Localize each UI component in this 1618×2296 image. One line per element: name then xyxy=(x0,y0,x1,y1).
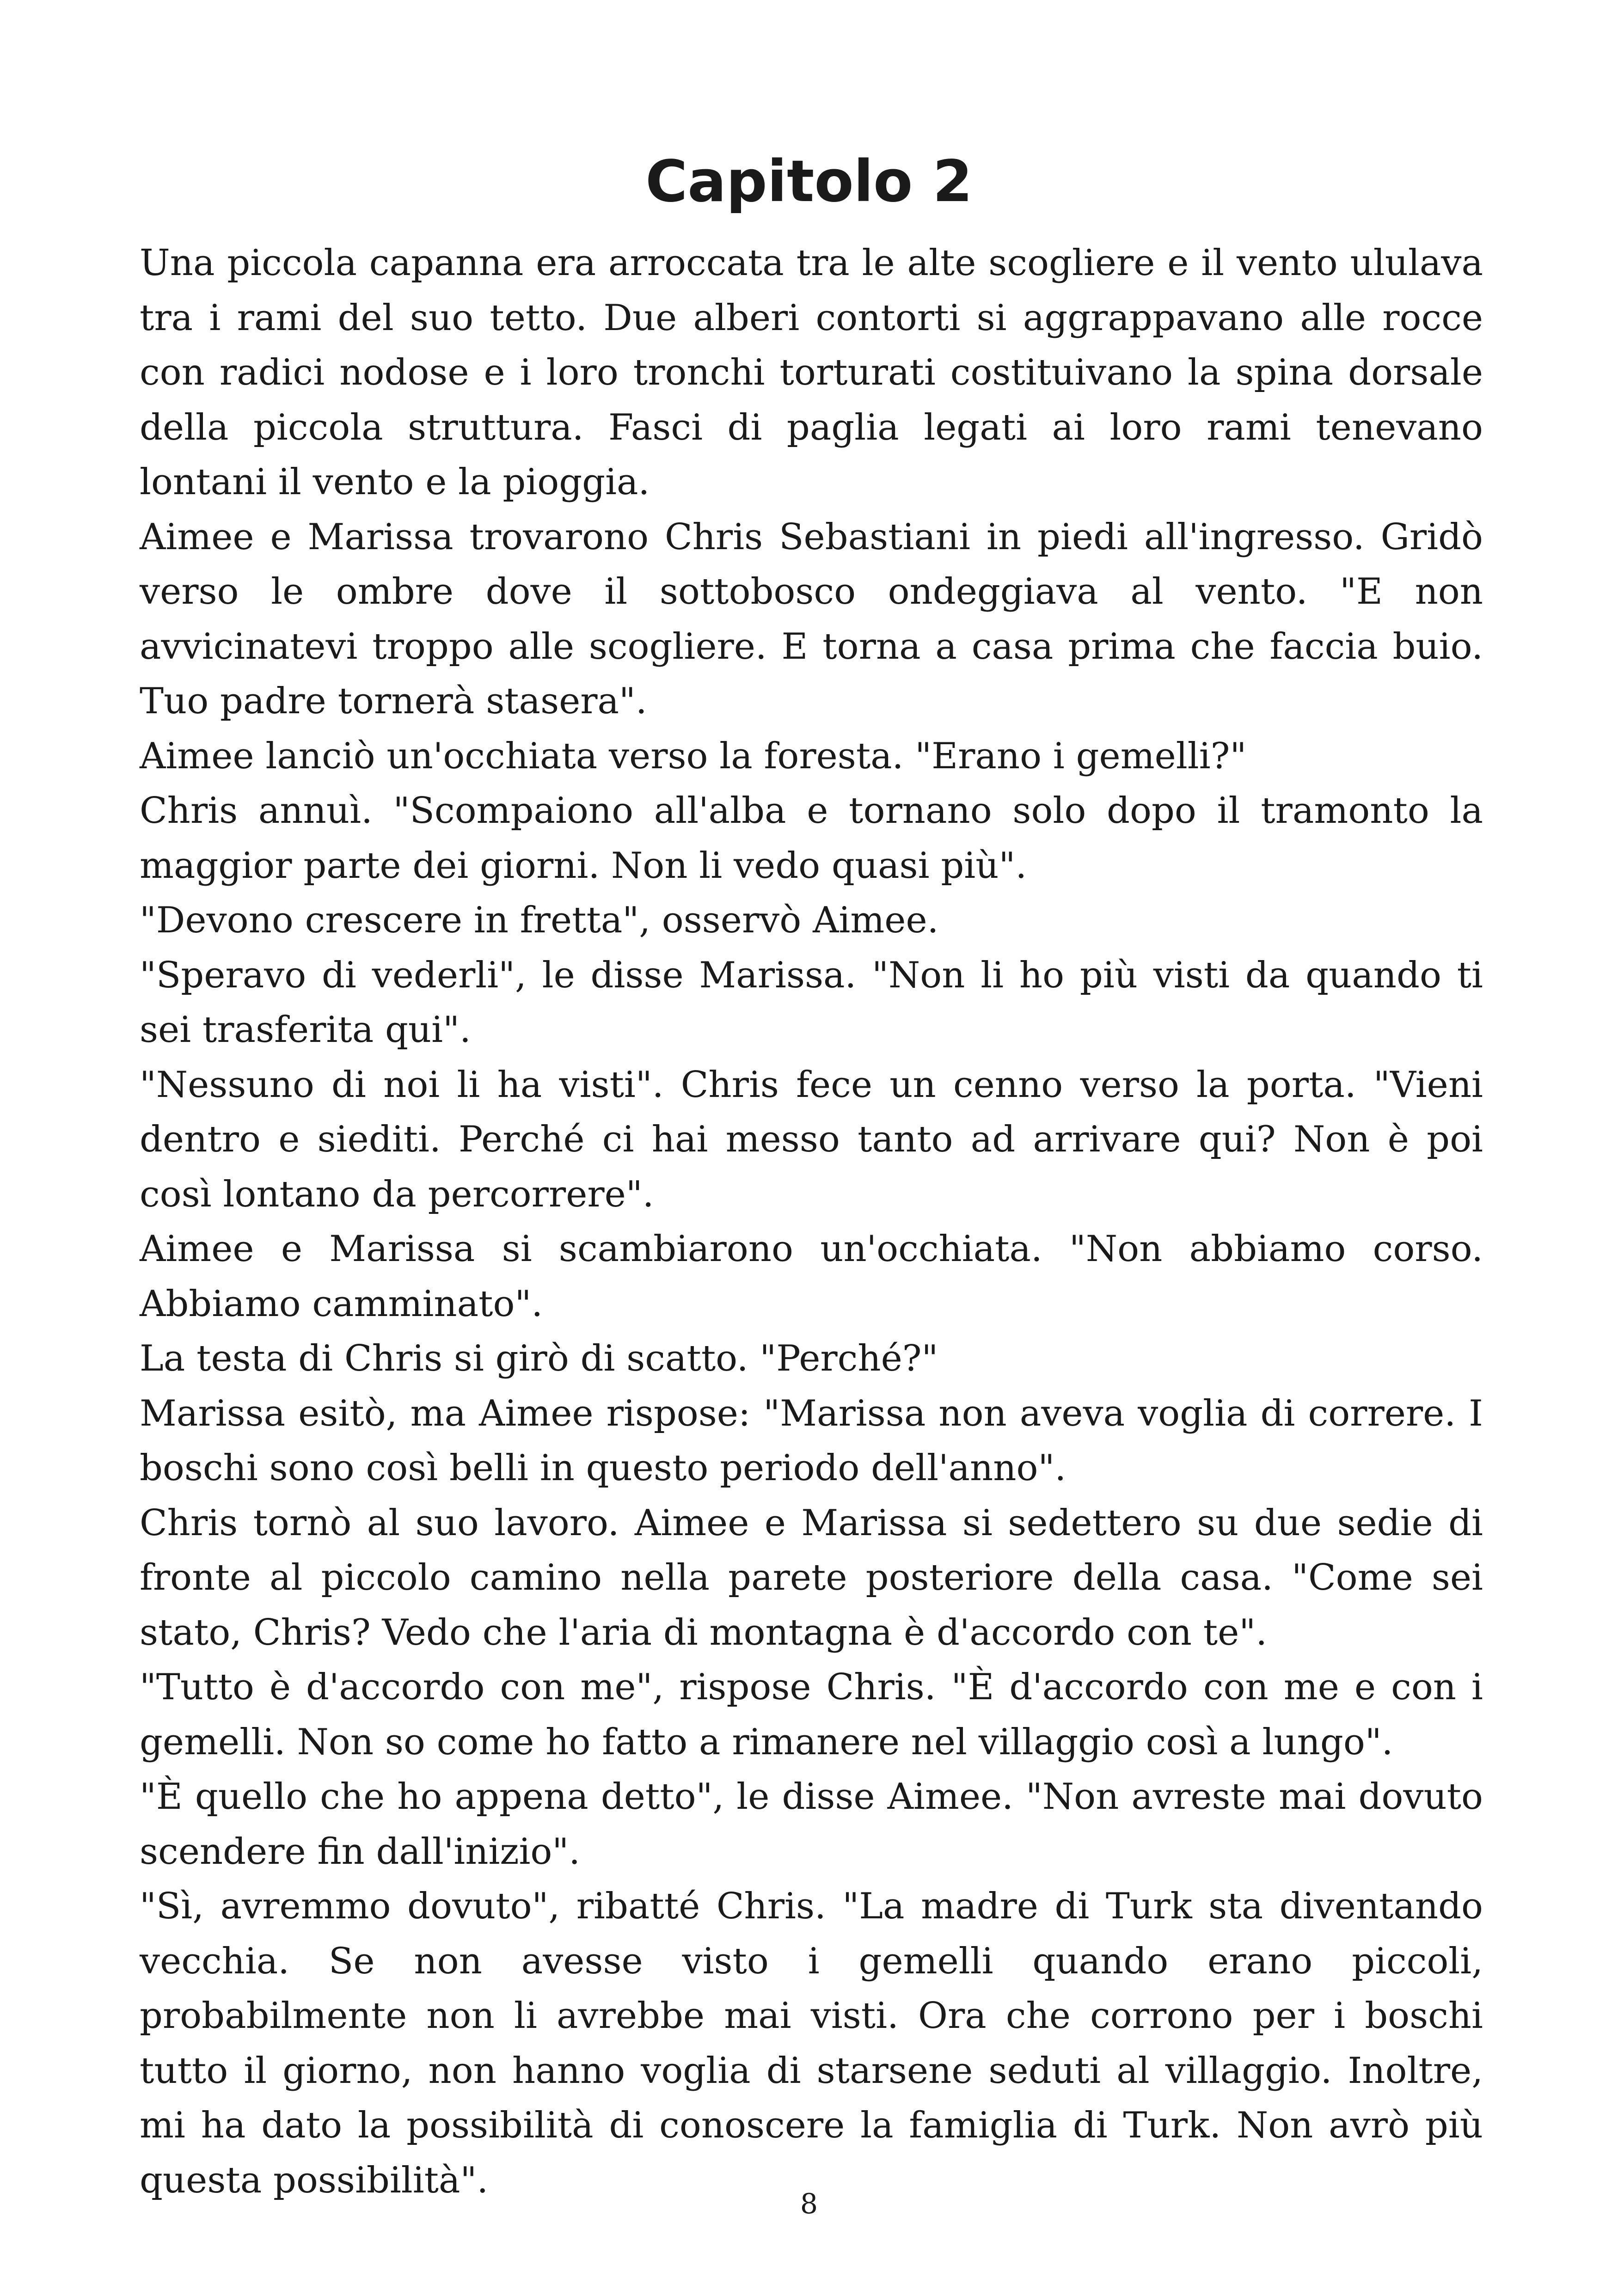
paragraph: "Nessuno di noi li ha visti". Chris fece un cenno verso la porta. "Vieni dentro e siediti. Perché ci hai messo tanto ad arrivare qui? Non è poi così lontano da percorrere". xyxy=(140,1064,1483,1215)
paragraph: Una piccola capanna era arroccata tra le alte scogliere e il vento ululava tra i rami del suo tetto. Due alberi contorti si aggrappavano alle rocce con radici nodose e i loro tronchi torturati costituivano la spina dorsale della piccola struttura. Fasci di paglia legati ai loro rami tenevano lontani il vento e la pioggia. xyxy=(140,242,1483,503)
paragraph: "Speravo di vederli", le disse Marissa. "Non li ho più visti da quando ti sei trasferita qui". xyxy=(140,954,1483,1051)
paragraph: Chris annuì. "Scompaiono all'alba e tornano solo dopo il tramonto la maggior parte dei giorni. Non li vedo quasi più". xyxy=(140,790,1483,887)
paragraph: Aimee e Marissa si scambiarono un'occhiata. "Non abbiamo corso. Abbiamo camminato". xyxy=(140,1228,1483,1325)
page-number: 8 xyxy=(800,2188,818,2220)
paragraph: "Tutto è d'accordo con me", rispose Chris. "È d'accordo con me e con i gemelli. Non so come ho fatto a rimanere nel villaggio così a lungo". xyxy=(140,1666,1483,1763)
paragraph: La testa di Chris si girò di scatto. "Perché?" xyxy=(140,1338,938,1379)
paragraph: Aimee lanciò un'occhiata verso la foresta. "Erano i gemelli?" xyxy=(140,735,1247,777)
paragraph: "È quello che ho appena detto", le disse Aimee. "Non avreste mai dovuto scendere fin dall'inizio". xyxy=(140,1776,1483,1873)
paragraph: Aimee e Marissa trovarono Chris Sebastiani in piedi all'ingresso. Gridò verso le ombre dove il sottobosco ondeggiava al vento. "E non avvicinatevi troppo alle scogliere. E torna a casa prima che faccia buio. Tuo padre tornerà stasera". xyxy=(140,516,1483,722)
paragraph: Marissa esitò, ma Aimee rispose: "Marissa non aveva voglia di correre. I boschi sono così belli in questo periodo dell'anno". xyxy=(140,1392,1483,1489)
paragraph: "Devono crescere in fretta", osservò Aimee. xyxy=(140,900,939,941)
paragraph: Chris tornò al suo lavoro. Aimee e Marissa si sedettero su due sedie di fronte al piccolo camino nella parete posteriore della casa. "Come sei stato, Chris? Vedo che l'aria di montagna è d'accordo con te". xyxy=(140,1502,1483,1653)
chapter-body xyxy=(140,236,1483,2208)
paragraph: "Sì, avremmo dovuto", ribatté Chris. "La madre di Turk sta diventando vecchia. Se non avesse visto i gemelli quando erano piccoli, probabilmente non li avrebbe mai visti. Ora che corrono per i boschi tutto il giorno, non hanno voglia di starsene seduti al villaggio. Inoltre, mi ha dato la possibilità di conoscere la famiglia di Turk. Non avrò più questa possibilità". xyxy=(140,1886,1483,2201)
chapter-title: Capitolo 2 xyxy=(645,148,973,215)
